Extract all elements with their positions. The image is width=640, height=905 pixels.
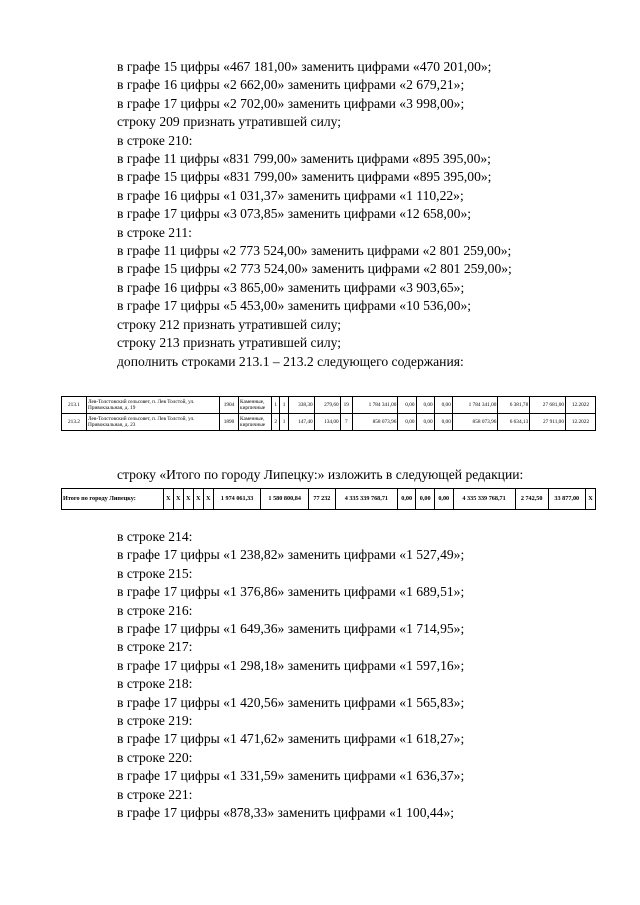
text-line: в графе 17 цифры «1 331,59» заменить цифрами «1 636,37»; <box>117 768 465 784</box>
text-line: в графе 17 цифры «878,33» заменить цифрами «1 100,44»; <box>117 805 455 821</box>
table-cell: 1 784 341,00 <box>452 397 498 414</box>
text-line: в строке 218: <box>117 676 193 692</box>
table-cell: 0,00 <box>397 489 416 510</box>
table-cell: 0,00 <box>416 397 434 414</box>
text-line: в графе 17 цифры «1 471,62» заменить цифрами «1 618,27»; <box>117 731 465 747</box>
table-cell: 1 <box>272 397 280 414</box>
table-cell: 338,30 <box>288 397 314 414</box>
text-line: в графе 17 цифры «2 702,00» заменить цифрами «3 998,00»; <box>117 95 465 111</box>
amendment-text-block-1 <box>117 58 512 371</box>
table-cell: X <box>173 489 183 510</box>
table-cell: 1 580 800,84 <box>261 489 309 510</box>
text-line: в графе 15 цифры «2 773 524,00» заменить цифрами «2 801 259,00»; <box>117 261 512 277</box>
table-cell: 2 <box>272 414 280 431</box>
table-cell: 0,00 <box>398 397 416 414</box>
text-line: в графе 17 цифры «1 238,82» заменить цифрами «1 527,49»; <box>117 547 465 563</box>
table-cell: 0,00 <box>416 489 435 510</box>
table-row <box>62 397 596 414</box>
table-cell: 858 073,96 <box>452 414 498 431</box>
text-line: в строке 217: <box>117 639 193 655</box>
table-cell: 1904 <box>220 397 239 414</box>
text-line: в графе 15 цифры «831 799,00» заменить цифрами «895 395,00»; <box>117 169 492 185</box>
text-line: в строке 211: <box>117 224 192 240</box>
table-cell: 4 335 339 768,71 <box>335 489 397 510</box>
text-line: в графе 17 цифры «1 376,86» заменить цифрами «1 689,51»; <box>117 584 465 600</box>
table-cell: 33 877,00 <box>548 489 585 510</box>
table-cell: 1890 <box>220 414 239 431</box>
table-cell: 12.2022 <box>565 414 595 431</box>
table-cell: 1 <box>280 414 288 431</box>
text-line: в строке 220: <box>117 749 193 765</box>
text-line: в строке 221: <box>117 786 193 802</box>
table-cell: 0,00 <box>398 414 416 431</box>
table-cell: Лев-Толстовский сельсовет, п. Лев Толстой, ул. Привокзальная, д. 23 <box>87 414 220 431</box>
table-cell: Каменные, кирпичные <box>239 397 272 414</box>
text-line: в графе 17 цифры «1 298,18» заменить цифрами «1 597,16»; <box>117 657 465 673</box>
table-cell: 77 232 <box>308 489 335 510</box>
text-line: в строке 215: <box>117 565 193 581</box>
text-line: в графе 16 цифры «3 865,00» заменить цифрами «3 903,65»; <box>117 279 465 295</box>
text-line: в строке 210: <box>117 132 193 148</box>
text-line: в графе 17 цифры «5 453,00» заменить цифрами «10 536,00»; <box>117 298 472 314</box>
table-cell: 213.2 <box>62 414 87 431</box>
table-cell: 134,00 <box>314 414 340 431</box>
table-cell: 6 634,13 <box>498 414 530 431</box>
text-line: в графе 11 цифры «831 799,00» заменить цифрами «895 395,00»; <box>117 151 491 167</box>
table-cell: X <box>163 489 173 510</box>
table-cell: 27 681,00 <box>530 397 566 414</box>
table-cell: 858 073,96 <box>352 414 398 431</box>
text-line: строку 213 признать утратившей силу; <box>117 335 342 351</box>
table-cell: X <box>193 489 203 510</box>
text-line: дополнить строками 213.1 – 213.2 следующего содержания: <box>117 353 464 369</box>
table-cell: 1 784 341,00 <box>352 397 398 414</box>
table-cell: X <box>585 489 595 510</box>
table-cell: 4 335 339 768,71 <box>453 489 515 510</box>
text-line: в графе 17 цифры «1 420,56» заменить цифрами «1 565,83»; <box>117 694 465 710</box>
table-cell: 27 911,00 <box>530 414 566 431</box>
text-line: в графе 15 цифры «467 181,00» заменить цифрами «470 201,00»; <box>117 59 492 74</box>
text-line: в графе 17 цифры «3 073,85» заменить цифрами «12 658,00»; <box>117 206 472 222</box>
table-cell: 0,00 <box>434 397 452 414</box>
table-cell: Итого по городу Липецку: <box>62 489 164 510</box>
table-cell: X <box>183 489 193 510</box>
table-cell: 0,00 <box>434 489 453 510</box>
text-line: в графе 16 цифры «2 662,00» заменить цифрами «2 679,21»; <box>117 77 465 93</box>
total-row-table <box>61 488 596 510</box>
text-line: в строке 214: <box>117 529 193 544</box>
text-line: в графе 11 цифры «2 773 524,00» заменить цифрами «2 801 259,00»; <box>117 243 512 259</box>
table-cell: 12.2022 <box>565 397 595 414</box>
text-line: в строке 216: <box>117 602 193 618</box>
table-cell: X <box>203 489 213 510</box>
table-cell: 0,00 <box>416 414 434 431</box>
table-row <box>62 414 596 431</box>
text-line: в графе 16 цифры «1 031,37» заменить цифрами «1 110,22»; <box>117 187 464 203</box>
table-cell: 279,60 <box>314 397 340 414</box>
table-cell: Каменные, кирпичные <box>239 414 272 431</box>
table-cell: Лев-Толстовский сельсовет, п. Лев Толстой, ул. Привокзальная, д. 19 <box>87 397 220 414</box>
table-cell: 147,40 <box>288 414 314 431</box>
table-cell: 6 381,78 <box>498 397 530 414</box>
table-cell: 1 <box>280 397 288 414</box>
table-row <box>62 489 596 510</box>
text-line: строку 209 признать утратившей силу; <box>117 114 342 130</box>
table-cell: 7 <box>340 414 352 431</box>
text-line: в графе 17 цифры «1 649,36» заменить цифрами «1 714,95»; <box>117 621 465 637</box>
table-cell: 0,00 <box>434 414 452 431</box>
text-line: строку 212 признать утратившей силу; <box>117 316 342 332</box>
table-cell: 213.1 <box>62 397 87 414</box>
text-line: в строке 219: <box>117 713 193 729</box>
table-cell: 2 742,50 <box>515 489 548 510</box>
amendment-text-block-2 <box>117 528 464 823</box>
table-cell: 19 <box>340 397 352 414</box>
section-heading: строку «Итого по городу Липецку:» изложить в следующей редакции: <box>117 466 524 482</box>
table-cell: 1 974 061,33 <box>213 489 261 510</box>
new-rows-table <box>61 396 596 431</box>
